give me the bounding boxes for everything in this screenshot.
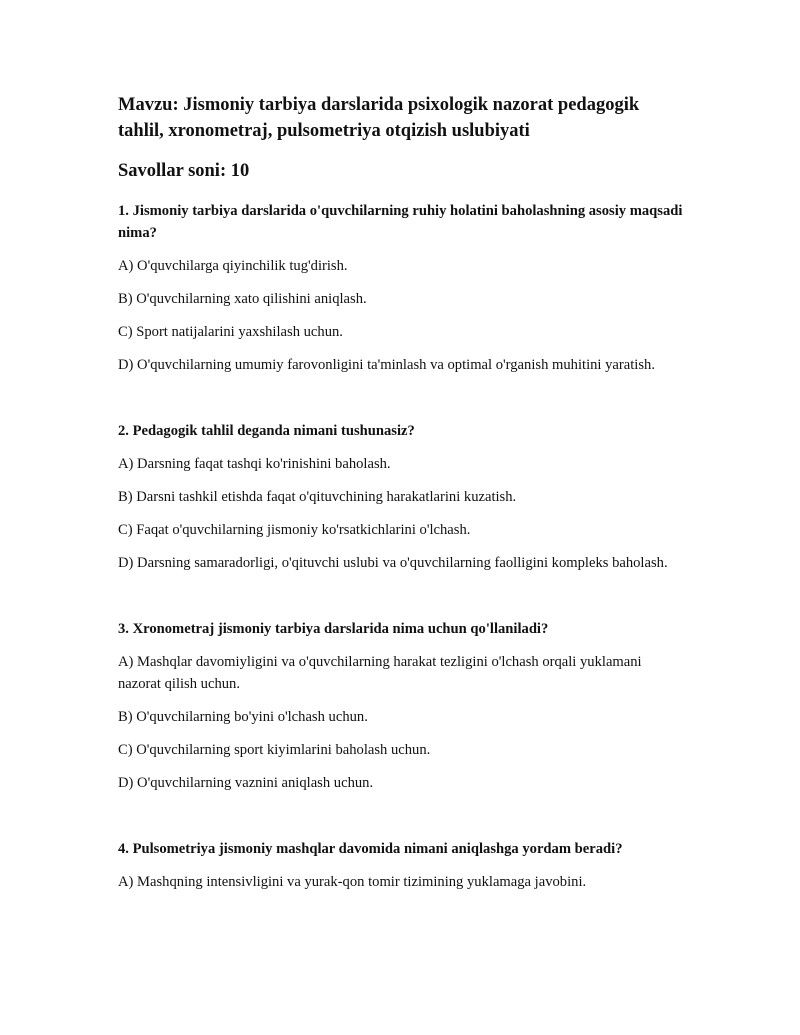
answer-option: B) O'quvchilarning xato qilishini aniqlash. <box>118 291 367 307</box>
answer-option: A) Darsning faqat tashqi ko'rinishini baholash. <box>118 456 391 472</box>
question-text: 1. Jismoniy tarbiya darslarida o'quvchilarning ruhiy holatini baholashning asosiy maqsadi nima? <box>118 203 683 241</box>
question-spacer <box>118 805 688 838</box>
answer-option: D) Darsning samaradorligi, o'qituvchi uslubi va o'quvchilarning faolligini kompleks baholash. <box>118 555 668 571</box>
question-spacer <box>118 585 688 618</box>
question-spacer <box>118 387 688 420</box>
question-3 <box>118 618 688 794</box>
question-text: 4. Pulsometriya jismoniy mashqlar davomida nimani aniqlashga yordam beradi? <box>118 841 623 857</box>
answer-option: C) Faqat o'quvchilarning jismoniy ko'rsatkichlarini o'lchash. <box>118 522 471 538</box>
answer-option: A) O'quvchilarga qiyinchilik tug'dirish. <box>118 258 348 274</box>
answer-option: A) Mashqlar davomiyligini va o'quvchilarning harakat tezligini o'lchash orqali yuklamani nazorat qilish uchun. <box>118 654 642 692</box>
answer-option: A) Mashqning intensivligini va yurak-qon tomir tizimining yuklamaga javobini. <box>118 874 587 890</box>
document-page <box>118 92 688 904</box>
answer-option: B) O'quvchilarning bo'yini o'lchash uchun. <box>118 709 368 725</box>
answer-option: D) O'quvchilarning vaznini aniqlash uchun. <box>118 775 374 791</box>
answer-option: D) O'quvchilarning umumiy farovonligini ta'minlash va optimal o'rganish muhitini yaratish. <box>118 357 655 373</box>
question-text: 2. Pedagogik tahlil deganda nimani tushunasiz? <box>118 423 415 439</box>
question-text: 3. Xronometraj jismoniy tarbiya darslarida nima uchun qo'llaniladi? <box>118 621 549 637</box>
answer-option: C) O'quvchilarning sport kiyimlarini baholash uchun. <box>118 742 431 758</box>
question-2 <box>118 420 688 574</box>
question-count: Savollar soni: 10 <box>118 161 250 181</box>
question-1 <box>118 200 688 376</box>
answer-option: C) Sport natijalarini yaxshilash uchun. <box>118 324 343 340</box>
question-4 <box>118 838 688 893</box>
answer-option: B) Darsni tashkil etishda faqat o'qituvchining harakatlarini kuzatish. <box>118 489 517 505</box>
document-title: Mavzu: Jismoniy tarbiya darslarida psixologik nazorat pedagogik tahlil, xronometraj, pulsometriya otqizish uslubiyati <box>118 95 640 141</box>
